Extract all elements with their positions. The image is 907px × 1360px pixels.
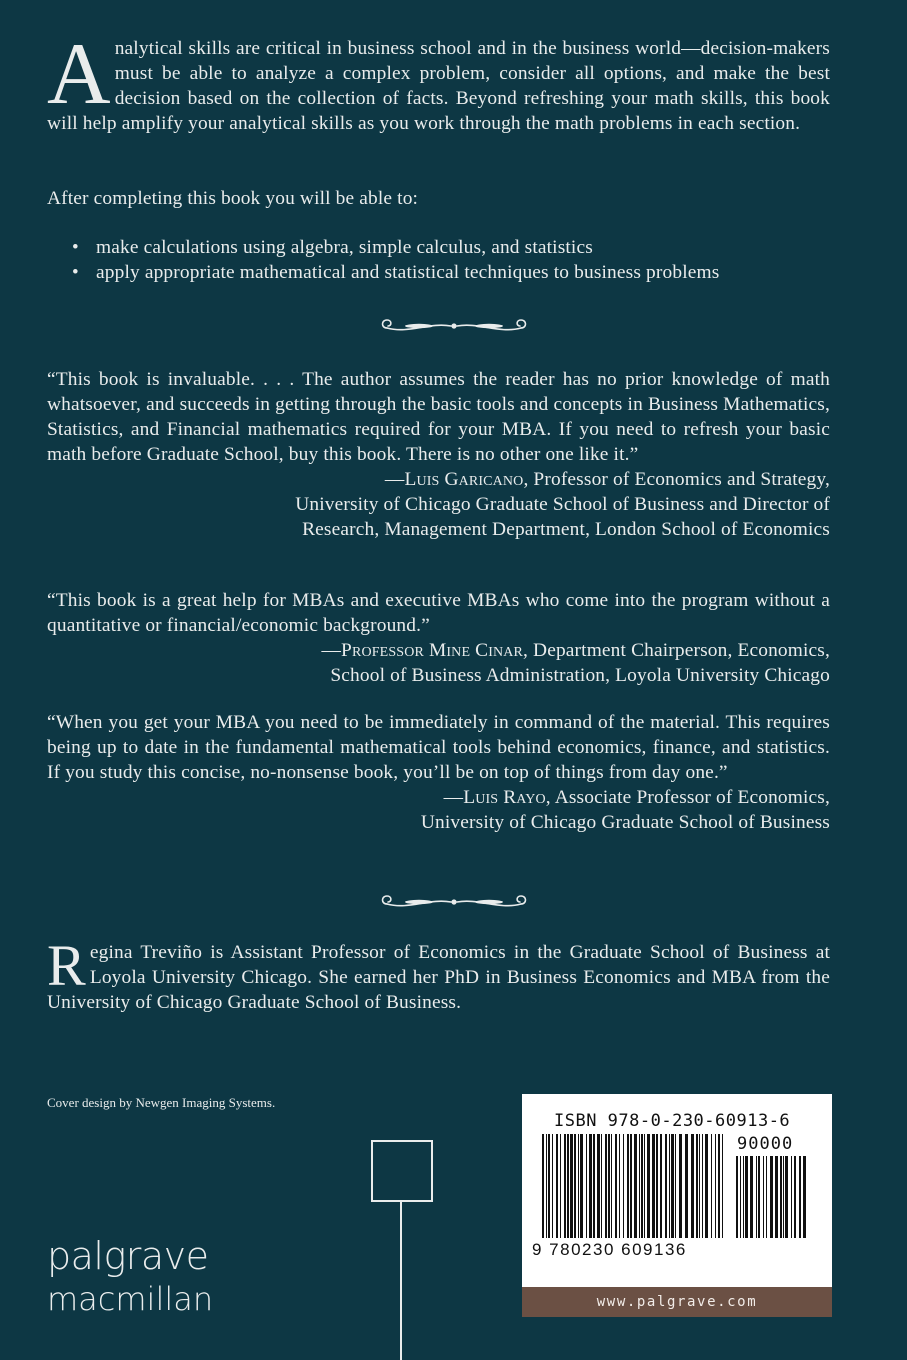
- barcode-bar: [691, 1134, 694, 1238]
- attribution-line: Research, Management Department, London School of Economics: [302, 519, 830, 540]
- barcode-bar: [685, 1134, 688, 1238]
- outcomes-list: [47, 235, 830, 285]
- bio-text: egina Treviño is Assistant Professor of Economics in the Graduate School of Business at Loyola University Chicago. She earned her PhD in Business Economics and MBA from the University of Chicago Graduate School of Business.: [47, 942, 830, 1013]
- testimonial-2: [47, 588, 830, 688]
- barcode-bar: [615, 1134, 617, 1238]
- barcode-bar: [791, 1156, 792, 1238]
- barcode-bar: [718, 1134, 720, 1238]
- barcode-bar: [639, 1134, 640, 1238]
- testimonial-text: “This book is invaluable. . . . The author assumes the reader has no prior knowledge of math whatsoever, and succeeds in getting through the basic tools and concepts in Business Mathematics, Statistics, and Financial mathematics required for your MBA. If you need to refresh your basic math before Graduate School, buy this book. There is no other one like it.”: [47, 369, 830, 465]
- barcode-bar: [564, 1134, 566, 1238]
- barcode-bar: [634, 1134, 637, 1238]
- barcode-bar: [702, 1134, 703, 1238]
- barcode-bar: [652, 1134, 655, 1238]
- attribution-name: —Professor Mine Cinar: [321, 640, 524, 661]
- intro-dropcap: A: [47, 26, 111, 123]
- barcode-bar: [715, 1134, 716, 1238]
- publisher-logo-line: [400, 1200, 402, 1360]
- barcode-bar: [586, 1134, 587, 1238]
- barcode-bar: [736, 1156, 738, 1238]
- attribution-name: —Luis Rayo: [443, 787, 546, 808]
- attribution-title: , Department Chairperson, Economics,: [523, 640, 830, 661]
- publisher-name-line2: macmillan: [47, 1280, 214, 1318]
- barcode-bar: [705, 1134, 708, 1238]
- barcode-bar: [665, 1134, 667, 1238]
- attribution-line: School of Business Administration, Loyola University Chicago: [330, 665, 830, 686]
- publisher-url[interactable]: www.palgrave.com: [522, 1287, 832, 1317]
- barcode-bar: [608, 1134, 610, 1238]
- publisher-logo-square-icon: [371, 1140, 433, 1202]
- barcode-bar: [619, 1134, 620, 1238]
- barcode-bar: [699, 1134, 700, 1238]
- barcode-bar: [552, 1134, 553, 1238]
- barcode-bar: [794, 1156, 796, 1238]
- barcode-bar: [574, 1134, 576, 1238]
- testimonial-text: “When you get your MBA you need to be immediately in command of the material. This requires being up to date in the fundamental mathematical tools behind economics, finance, and statistics. If you study this concise, no-nonsense book, you’ll be on top of things from day one.”: [47, 712, 830, 783]
- barcode-bar: [799, 1156, 801, 1238]
- barcode-bar: [758, 1156, 760, 1238]
- barcode-bar: [556, 1134, 558, 1238]
- barcode-bar: [560, 1134, 561, 1238]
- barcode-bar: [669, 1134, 670, 1238]
- testimonial-attribution: [47, 785, 830, 810]
- barcode-bar: [567, 1134, 569, 1238]
- barcode-bar: [656, 1134, 658, 1238]
- barcode-bar: [696, 1134, 698, 1238]
- barcode-bar: [623, 1134, 624, 1238]
- barcode-bar: [601, 1134, 602, 1238]
- flourish-icon: [379, 314, 529, 338]
- outcome-item-text: apply appropriate mathematical and statistical techniques to business problems: [96, 262, 720, 283]
- barcode-bar: [679, 1134, 682, 1238]
- barcode-bar: [756, 1156, 757, 1238]
- barcode-bar: [711, 1134, 712, 1238]
- barcode-bar: [644, 1134, 645, 1238]
- outcomes-heading: [47, 186, 830, 211]
- barcode-bar: [803, 1156, 806, 1238]
- barcode-bar: [675, 1134, 676, 1238]
- attribution-title: , Professor of Economics and Strategy,: [523, 469, 830, 490]
- isbn-label: ISBN 978-0-230-60913-6: [554, 1111, 791, 1131]
- flourish-icon: [379, 890, 529, 914]
- barcode-bar: [750, 1156, 753, 1238]
- outcomes-heading-text: After completing this book you will be able to:: [47, 188, 419, 209]
- barcode-bar: [780, 1156, 782, 1238]
- barcode-bar: [763, 1156, 764, 1238]
- publisher-name-line1: palgrave: [47, 1234, 209, 1278]
- barcode-bar: [630, 1134, 632, 1238]
- outcome-item: • apply appropriate mathematical and statistical techniques to business problems: [72, 262, 720, 283]
- attribution-line: University of Chicago Graduate School of Business and Director of: [295, 494, 830, 515]
- testimonial-3: [47, 710, 830, 835]
- intro-paragraph: [47, 26, 830, 136]
- barcode-bar: [766, 1156, 767, 1238]
- ornament-divider-top: [0, 314, 907, 343]
- barcode-bar: [546, 1134, 547, 1238]
- testimonial-attribution: [47, 638, 830, 663]
- barcode-bar: [647, 1134, 650, 1238]
- cover-credit: Cover design by Newgen Imaging Systems.: [47, 1095, 276, 1110]
- barcode-bar: [570, 1134, 573, 1238]
- barcode-bar: [589, 1134, 592, 1238]
- barcode-bar: [743, 1156, 744, 1238]
- isbn-barcode-panel: [522, 1094, 832, 1316]
- barcode-bar: [785, 1156, 788, 1238]
- price-code: 90000: [737, 1134, 794, 1154]
- intro-text: nalytical skills are critical in business school and in the business world—decision-makers must be able to analyze a complex problem, consider all options, and make the best decision based on the collection of facts. Beyond refreshing your math skills, this book will help amplify your analytical skills as you work through the math problems in each section.: [47, 38, 830, 134]
- barcode-bar: [770, 1156, 773, 1238]
- barcode-bar: [660, 1134, 662, 1238]
- barcode-bar: [542, 1134, 544, 1238]
- barcode-bar: [722, 1134, 723, 1238]
- barcode-bar: [745, 1156, 748, 1238]
- barcode-digits: 9 780230 609136: [532, 1240, 687, 1259]
- author-bio: [47, 933, 830, 1015]
- barcode-bar: [548, 1134, 550, 1238]
- attribution-line: University of Chicago Graduate School of Business: [420, 812, 830, 833]
- addon-barcode-bars: [736, 1156, 808, 1238]
- barcode-bar: [593, 1134, 595, 1238]
- barcode-bar: [627, 1134, 629, 1238]
- barcode-bar: [605, 1134, 607, 1238]
- barcode-bar: [578, 1134, 579, 1238]
- barcode-bar: [671, 1134, 674, 1238]
- testimonial-attribution: [47, 467, 830, 492]
- attribution-name: —Luis Garicano: [384, 469, 524, 490]
- ornament-divider-bottom: [0, 890, 907, 919]
- outcome-item: • make calculations using algebra, simple calculus, and statistics: [72, 237, 593, 258]
- barcode-bar: [597, 1134, 600, 1238]
- barcode-bar: [740, 1156, 741, 1238]
- testimonial-text: “This book is a great help for MBAs and executive MBAs who come into the program without a quantitative or financial/economic background.”: [47, 590, 830, 636]
- testimonial-1: [47, 367, 830, 542]
- bio-dropcap: R: [47, 933, 86, 998]
- outcome-item-text: make calculations using algebra, simple calculus, and statistics: [96, 237, 593, 258]
- attribution-title: , Associate Professor of Economics,: [545, 787, 830, 808]
- barcode-bars: [542, 1134, 727, 1238]
- barcode-bar: [580, 1134, 583, 1238]
- barcode-bar: [775, 1156, 778, 1238]
- barcode-bar: [611, 1134, 612, 1238]
- barcode-bar: [783, 1156, 784, 1238]
- barcode-bar: [641, 1134, 643, 1238]
